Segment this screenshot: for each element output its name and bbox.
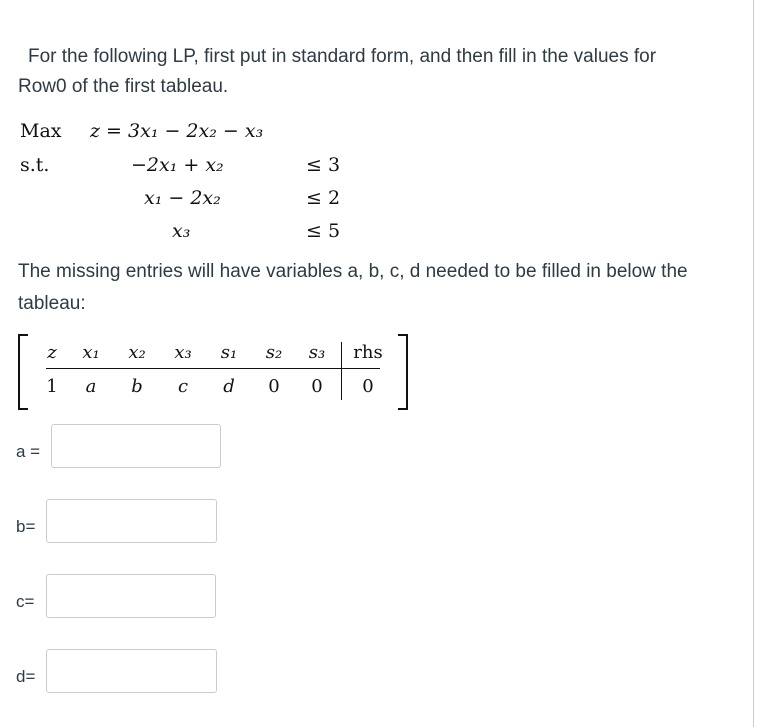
answer-d-input[interactable]	[46, 649, 217, 693]
answer-b-label: b=	[16, 517, 36, 536]
row0-x1: a	[85, 376, 97, 397]
intro-line-2: Row0 of the first tableau.	[18, 76, 229, 97]
tableau-rhs-divider	[341, 342, 342, 400]
objective-function: z = 3x₁ − 2x₂ − x₃	[90, 120, 264, 142]
right-bracket	[398, 334, 408, 410]
answer-c-label: c=	[16, 592, 35, 611]
intro-text	[18, 42, 718, 102]
subject-to-label: s.t.	[20, 154, 50, 176]
header-x3: x₃	[174, 342, 192, 363]
row0-x2: b	[131, 376, 143, 397]
header-x2: x₂	[128, 342, 146, 363]
header-x1: x₁	[82, 342, 100, 363]
row0-z: 1	[46, 376, 58, 397]
row0-s3: 0	[311, 376, 323, 397]
header-rhs: rhs	[353, 342, 383, 363]
constraint-2-lhs: x₁ − 2x₂	[144, 187, 221, 209]
left-bracket	[18, 334, 28, 410]
answer-d-label: d=	[16, 667, 36, 686]
constraint-3-rhs: ≤ 5	[306, 220, 341, 242]
instructions-text: The missing entries will have variables a, b, c, d needed to be filled in below the tableau:	[18, 261, 688, 314]
page-border	[753, 0, 754, 727]
row0-rhs: 0	[362, 376, 374, 397]
row0-x3: c	[177, 376, 189, 397]
row0-s2: 0	[268, 376, 280, 397]
row0-s1: d	[223, 376, 235, 397]
constraint-2-rhs: ≤ 2	[306, 187, 341, 209]
header-s1: s₁	[220, 342, 238, 363]
constraint-1-rhs: ≤ 3	[306, 154, 341, 176]
answer-a-input[interactable]	[51, 424, 221, 468]
answer-a-label: a =	[16, 442, 41, 461]
intro-line-1: For the following LP, first put in standard form, and then fill in the values for	[28, 46, 657, 67]
header-s2: s₂	[265, 342, 283, 363]
constraint-1-lhs: −2x₁ + x₂	[131, 154, 224, 176]
tableau-header-rule	[46, 368, 380, 369]
tableau	[18, 334, 408, 406]
header-z: z	[47, 342, 57, 363]
header-s3: s₃	[308, 342, 326, 363]
constraint-3-lhs: x₃	[172, 220, 191, 242]
answer-c-input[interactable]	[46, 574, 216, 618]
answer-b-input[interactable]	[46, 499, 217, 543]
max-label: Max	[20, 120, 62, 142]
